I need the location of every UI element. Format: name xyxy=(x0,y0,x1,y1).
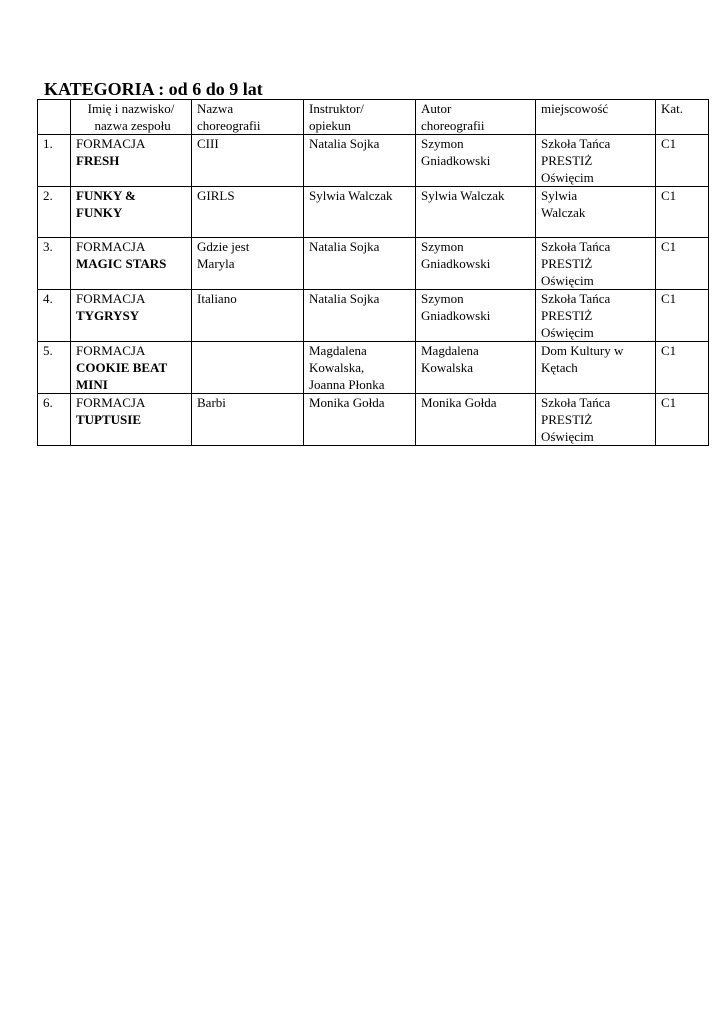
author-line-1: Szymon xyxy=(421,239,464,254)
team-type: FORMACJA xyxy=(76,291,146,306)
row-number: 1. xyxy=(38,135,71,187)
choreography-line-2: Maryla xyxy=(197,256,235,271)
place-line-2: Kętach xyxy=(541,360,578,375)
row-number: 6. xyxy=(38,394,71,446)
row-place xyxy=(536,238,656,290)
row-place xyxy=(536,342,656,394)
author-line-1: Szymon xyxy=(421,291,464,306)
row-team-name xyxy=(71,187,192,238)
row-choreography xyxy=(192,342,304,394)
row-team-name xyxy=(71,135,192,187)
row-choreography xyxy=(192,238,304,290)
row-team-name xyxy=(71,238,192,290)
team-type: FORMACJA xyxy=(76,136,146,151)
author-line-2: Gniadkowski xyxy=(421,256,491,271)
row-category: C1 xyxy=(656,187,709,238)
row-category: C1 xyxy=(656,238,709,290)
row-place xyxy=(536,290,656,342)
header-author-line-2: choreografii xyxy=(421,118,485,133)
team-name: TUPTUSIE xyxy=(76,412,142,427)
row-category: C1 xyxy=(656,342,709,394)
choreography-line-1: GIRLS xyxy=(197,188,235,203)
row-choreography xyxy=(192,290,304,342)
team-name-line-2: MINI xyxy=(76,377,108,392)
author-line-2: Gniadkowski xyxy=(421,308,491,323)
row-instructor xyxy=(304,187,416,238)
row-choreography xyxy=(192,187,304,238)
choreography-line-1: CIII xyxy=(197,136,219,151)
place-line-1: Szkoła Tańca xyxy=(541,239,611,254)
table-row xyxy=(38,187,709,238)
place-line-3: Oświęcim xyxy=(541,325,594,340)
instructor-line-1: Natalia Sojka xyxy=(309,239,380,254)
place-line-1: Szkoła Tańca xyxy=(541,395,611,410)
results-table xyxy=(37,99,709,446)
place-line-2: PRESTIŻ xyxy=(541,153,593,168)
instructor-line-1: Natalia Sojka xyxy=(309,136,380,151)
team-name: COOKIE BEAT xyxy=(76,360,168,375)
author-line-1: Sylwia Walczak xyxy=(421,188,505,203)
row-team-name xyxy=(71,342,192,394)
choreography-line-1: Barbi xyxy=(197,395,226,410)
author-line-2: Kowalska xyxy=(421,360,473,375)
team-name: FUNKY & xyxy=(76,188,136,203)
row-category: C1 xyxy=(656,394,709,446)
place-line-2: Walczak xyxy=(541,205,586,220)
place-line-2: PRESTIŻ xyxy=(541,412,593,427)
header-name-line-2: nazwa zespołu xyxy=(91,118,171,133)
row-number: 3. xyxy=(38,238,71,290)
author-line-1: Szymon xyxy=(421,136,464,151)
team-type: FORMACJA xyxy=(76,343,146,358)
place-line-1: Sylwia xyxy=(541,188,578,203)
row-choreography xyxy=(192,394,304,446)
row-author xyxy=(416,290,536,342)
row-instructor xyxy=(304,394,416,446)
author-line-1: Magdalena xyxy=(421,343,479,358)
team-type: FORMACJA xyxy=(76,395,146,410)
instructor-line-2: Kowalska, xyxy=(309,360,365,375)
table-row xyxy=(38,238,709,290)
row-number: 2. xyxy=(38,187,71,238)
team-name: TYGRYSY xyxy=(76,308,140,323)
header-author xyxy=(416,100,536,135)
row-author xyxy=(416,238,536,290)
choreography-line-1: Gdzie jest xyxy=(197,239,250,254)
row-author xyxy=(416,342,536,394)
header-instructor-line-1: Instruktor/ xyxy=(309,101,364,116)
row-team-name xyxy=(71,290,192,342)
instructor-line-1: Magdalena xyxy=(309,343,367,358)
place-line-2: PRESTIŻ xyxy=(541,308,593,323)
instructor-line-1: Monika Gołda xyxy=(309,395,385,410)
table-row xyxy=(38,394,709,446)
row-number: 5. xyxy=(38,342,71,394)
header-category: Kat. xyxy=(656,100,709,135)
place-line-1: Szkoła Tańca xyxy=(541,291,611,306)
header-choreography xyxy=(192,100,304,135)
header-author-line-1: Autor xyxy=(421,101,452,116)
row-place xyxy=(536,135,656,187)
table-row xyxy=(38,135,709,187)
row-instructor xyxy=(304,290,416,342)
table-row xyxy=(38,290,709,342)
team-name-line-2: FUNKY xyxy=(76,205,123,220)
row-instructor xyxy=(304,238,416,290)
row-number: 4. xyxy=(38,290,71,342)
category-title: KATEGORIA : od 6 do 9 lat xyxy=(44,79,263,99)
row-instructor xyxy=(304,342,416,394)
row-author xyxy=(416,394,536,446)
row-category: C1 xyxy=(656,290,709,342)
team-name: MAGIC STARS xyxy=(76,256,167,271)
author-line-1: Monika Gołda xyxy=(421,395,497,410)
author-line-2: Gniadkowski xyxy=(421,153,491,168)
place-line-2: PRESTIŻ xyxy=(541,256,593,271)
row-place xyxy=(536,187,656,238)
header-name-line-1: Imię i nazwisko/ xyxy=(87,101,175,116)
place-line-3: Oświęcim xyxy=(541,273,594,288)
header-number xyxy=(38,100,71,135)
place-line-3: Oświęcim xyxy=(541,170,594,185)
place-line-1: Dom Kultury w xyxy=(541,343,624,358)
table-header-row xyxy=(38,100,709,135)
instructor-line-3: Joanna Płonka xyxy=(309,377,385,392)
row-instructor xyxy=(304,135,416,187)
header-instructor-line-2: opiekun xyxy=(309,118,351,133)
row-choreography xyxy=(192,135,304,187)
header-choreography-line-2: choreografii xyxy=(197,118,261,133)
header-instructor xyxy=(304,100,416,135)
choreography-line-1: Italiano xyxy=(197,291,237,306)
header-place: miejscowość xyxy=(536,100,656,135)
row-category: C1 xyxy=(656,135,709,187)
instructor-line-1: Sylwia Walczak xyxy=(309,188,393,203)
row-author xyxy=(416,187,536,238)
row-team-name xyxy=(71,394,192,446)
place-line-3: Oświęcim xyxy=(541,429,594,444)
team-type: FORMACJA xyxy=(76,239,146,254)
team-name: FRESH xyxy=(76,153,120,168)
row-author xyxy=(416,135,536,187)
instructor-line-1: Natalia Sojka xyxy=(309,291,380,306)
header-choreography-line-1: Nazwa xyxy=(197,101,234,116)
place-line-1: Szkoła Tańca xyxy=(541,136,611,151)
row-place xyxy=(536,394,656,446)
header-name xyxy=(71,100,192,135)
table-row xyxy=(38,342,709,394)
